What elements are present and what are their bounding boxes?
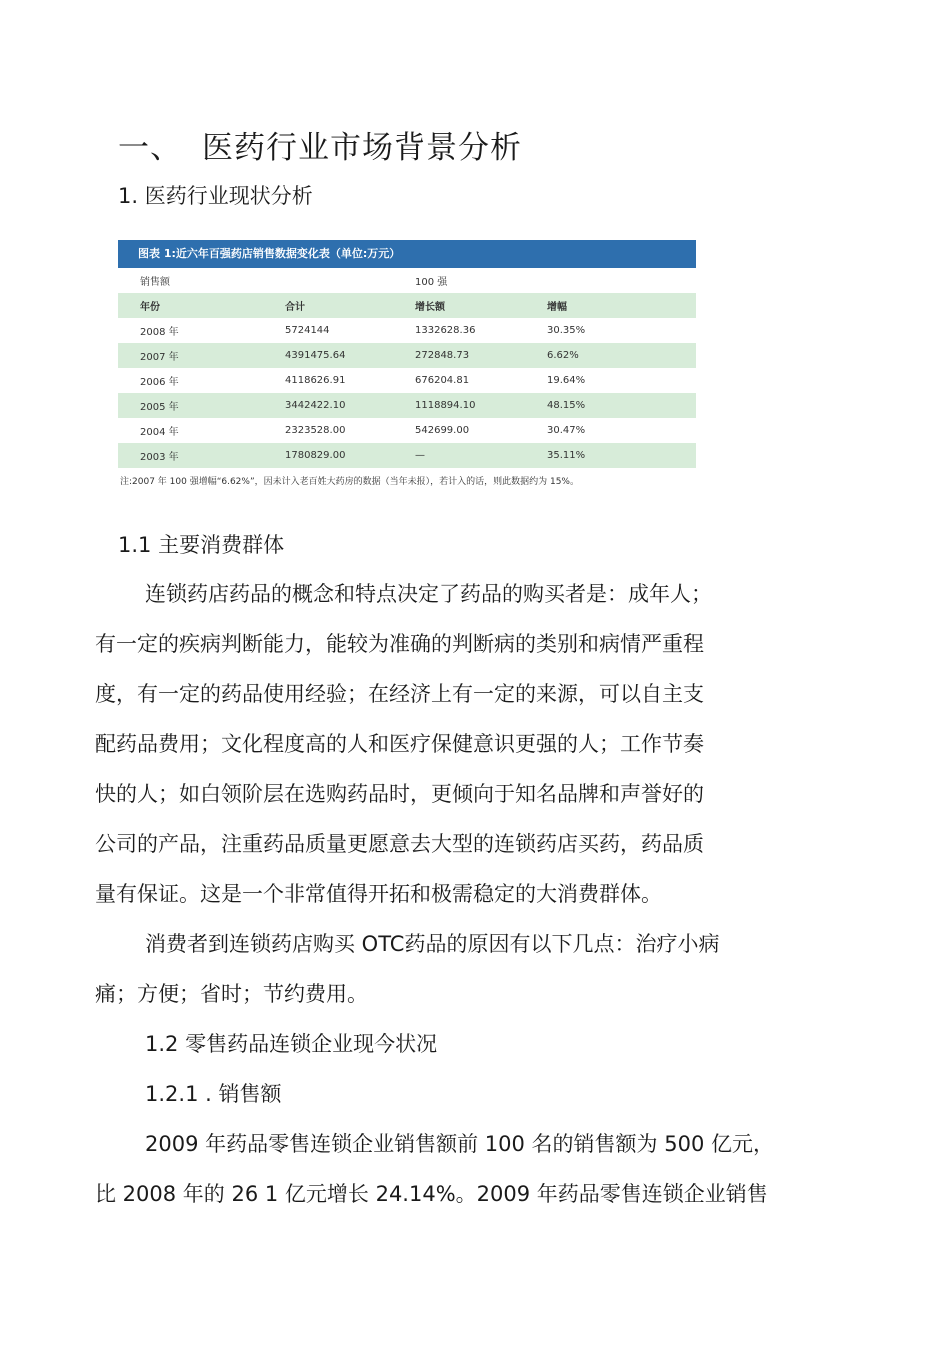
table-cell: — — [415, 443, 547, 468]
table-cell: 1332628.36 — [415, 325, 476, 336]
table-cell: 35.11% — [547, 443, 696, 468]
table-cell: 2323528.00 — [285, 425, 346, 436]
table-row — [118, 368, 696, 393]
table-cell: 2008 年 — [140, 327, 179, 338]
table-cell: 19.64% — [547, 375, 586, 386]
paragraph-line: 连锁药店药品的概念和特点决定了药品的购买者是：成年人； — [145, 582, 712, 606]
table-group-row — [118, 268, 696, 293]
table-cell: 30.47% — [547, 425, 586, 436]
paragraph-line: 痛；方便；省时；节约费用。 — [95, 982, 368, 1006]
table-cell: 5724144 — [285, 325, 330, 336]
paragraph-line: 有一定的疾病判断能力，能较为准确的判断病的类别和病情严重程 — [95, 632, 704, 656]
table-row — [118, 393, 696, 418]
table-title: 图表 1:近六年百强药店销售数据变化表（单位:万元） — [118, 240, 696, 268]
table-header-cell: 合计 — [285, 293, 415, 318]
table-note: 注:2007 年 100 强增幅“6.62%”，因未计入老百姓大药房的数据（当年未报），若计入的话，则此数据约为 15%。 — [120, 477, 579, 487]
table-cell: 4391475.64 — [285, 343, 415, 368]
section-number: 一、 — [118, 130, 182, 166]
table-row — [118, 343, 696, 368]
paragraph-line: 比 2008 年的 26 1 亿元增长 24.14%。2009 年药品零售连锁企业销售 — [95, 1182, 768, 1206]
table-cell: 4118626.91 — [285, 375, 346, 386]
table-cell: 2007 年 — [118, 343, 285, 368]
table-header-cell: 增长额 — [415, 293, 547, 318]
table-cell: 2005 年 — [118, 393, 285, 418]
table-row — [118, 443, 696, 468]
table-cell: 3442422.10 — [285, 393, 415, 418]
table-cell: 2004 年 — [140, 427, 179, 438]
table-cell: 1118894.10 — [415, 393, 547, 418]
subsection-heading: 1. 医药行业现状分析 — [118, 184, 313, 208]
table-cell: 542699.00 — [415, 425, 470, 436]
table-cell: 销售额 — [140, 277, 170, 288]
paragraph-line: 快的人；如白领阶层在选购药品时，更倾向于知名品牌和声誉好的 — [95, 782, 704, 806]
table-cell: 676204.81 — [415, 375, 470, 386]
table-header-cell: 年份 — [118, 293, 285, 318]
sales-data-figure — [118, 240, 696, 496]
paragraph-line: 消费者到连锁药店购买 OTC药品的原因有以下几点：治疗小病 — [145, 932, 720, 956]
table-header-cell: 增幅 — [547, 293, 696, 318]
table-cell: 1780829.00 — [285, 443, 415, 468]
section-title: 医药行业市场背景分析 — [202, 130, 522, 166]
table-cell: 272848.73 — [415, 343, 547, 368]
table-cell: 30.35% — [547, 325, 586, 336]
paragraph-line: 量有保证。这是一个非常值得开拓和极需稳定的大消费群体。 — [95, 882, 662, 906]
paragraph-line: 2009 年药品零售连锁企业销售额前 100 名的销售额为 500 亿元， — [145, 1132, 774, 1156]
table-cell: 6.62% — [547, 343, 696, 368]
table-cell: 100 强 — [415, 277, 448, 288]
table-header-row — [118, 293, 696, 318]
subsection-heading: 1.1 主要消费群体 — [118, 533, 285, 557]
table-row — [118, 318, 696, 343]
section-heading — [118, 122, 522, 167]
paragraph-line: 度，有一定的药品使用经验；在经济上有一定的来源，可以自主支 — [95, 682, 704, 706]
subsection-heading: 1.2.1 . 销售额 — [145, 1082, 282, 1106]
paragraph-line: 配药品费用；文化程度高的人和医疗保健意识更强的人；工作节奏 — [95, 732, 704, 756]
sales-table — [118, 268, 696, 468]
table-cell: 2003 年 — [118, 443, 285, 468]
subsection-heading: 1.2 零售药品连锁企业现今状况 — [145, 1032, 438, 1056]
table-row — [118, 418, 696, 443]
table-cell: 48.15% — [547, 393, 696, 418]
paragraph-line: 公司的产品，注重药品质量更愿意去大型的连锁药店买药，药品质 — [95, 832, 704, 856]
table-cell: 2006 年 — [140, 377, 179, 388]
